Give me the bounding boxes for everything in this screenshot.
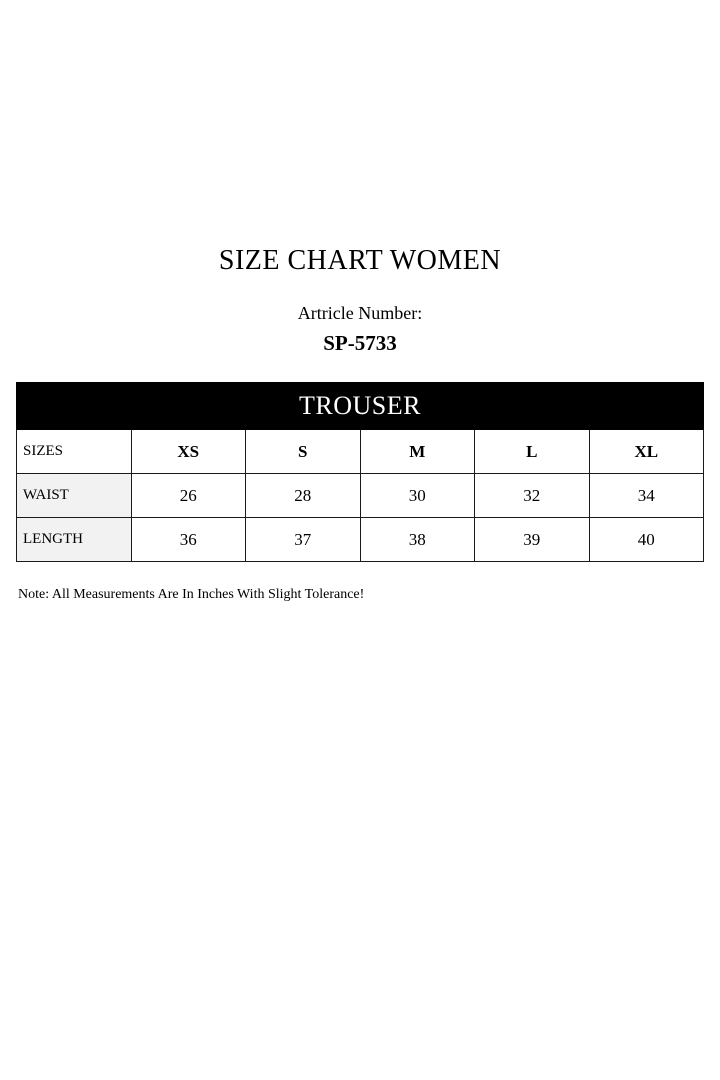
column-head-xl: XL: [589, 430, 704, 474]
measurement-note: Note: All Measurements Are In Inches With Slight Tolerance!: [18, 587, 365, 602]
column-head-xs: XS: [131, 430, 246, 474]
table-row-sizes: [17, 430, 704, 474]
cell-waist-l: 32: [475, 474, 590, 518]
cell-length-l: 39: [475, 518, 590, 562]
cell-waist-xs: 26: [131, 474, 246, 518]
cell-length-xs: 36: [131, 518, 246, 562]
column-head-s: S: [246, 430, 361, 474]
cell-waist-xl: 34: [589, 474, 704, 518]
cell-length-s: 37: [246, 518, 361, 562]
cell-length-xl: 40: [589, 518, 704, 562]
table-row: [17, 474, 704, 518]
cell-waist-m: 30: [360, 474, 475, 518]
column-head-l: L: [475, 430, 590, 474]
column-head-m: M: [360, 430, 475, 474]
row-label-waist: WAIST: [17, 474, 132, 518]
cell-length-m: 38: [360, 518, 475, 562]
size-chart-table: [16, 382, 704, 562]
cell-waist-s: 28: [246, 474, 361, 518]
table-header-row: [17, 383, 704, 430]
table-row: [17, 518, 704, 562]
page-title: SIZE CHART WOMEN: [218, 245, 502, 276]
sizes-label-cell: SIZES: [17, 430, 132, 474]
article-number-label: Artricle Number:: [297, 303, 423, 323]
table-header-title: TROUSER: [17, 383, 704, 430]
article-number-value: SP-5733: [323, 331, 397, 355]
row-label-length: LENGTH: [17, 518, 132, 562]
